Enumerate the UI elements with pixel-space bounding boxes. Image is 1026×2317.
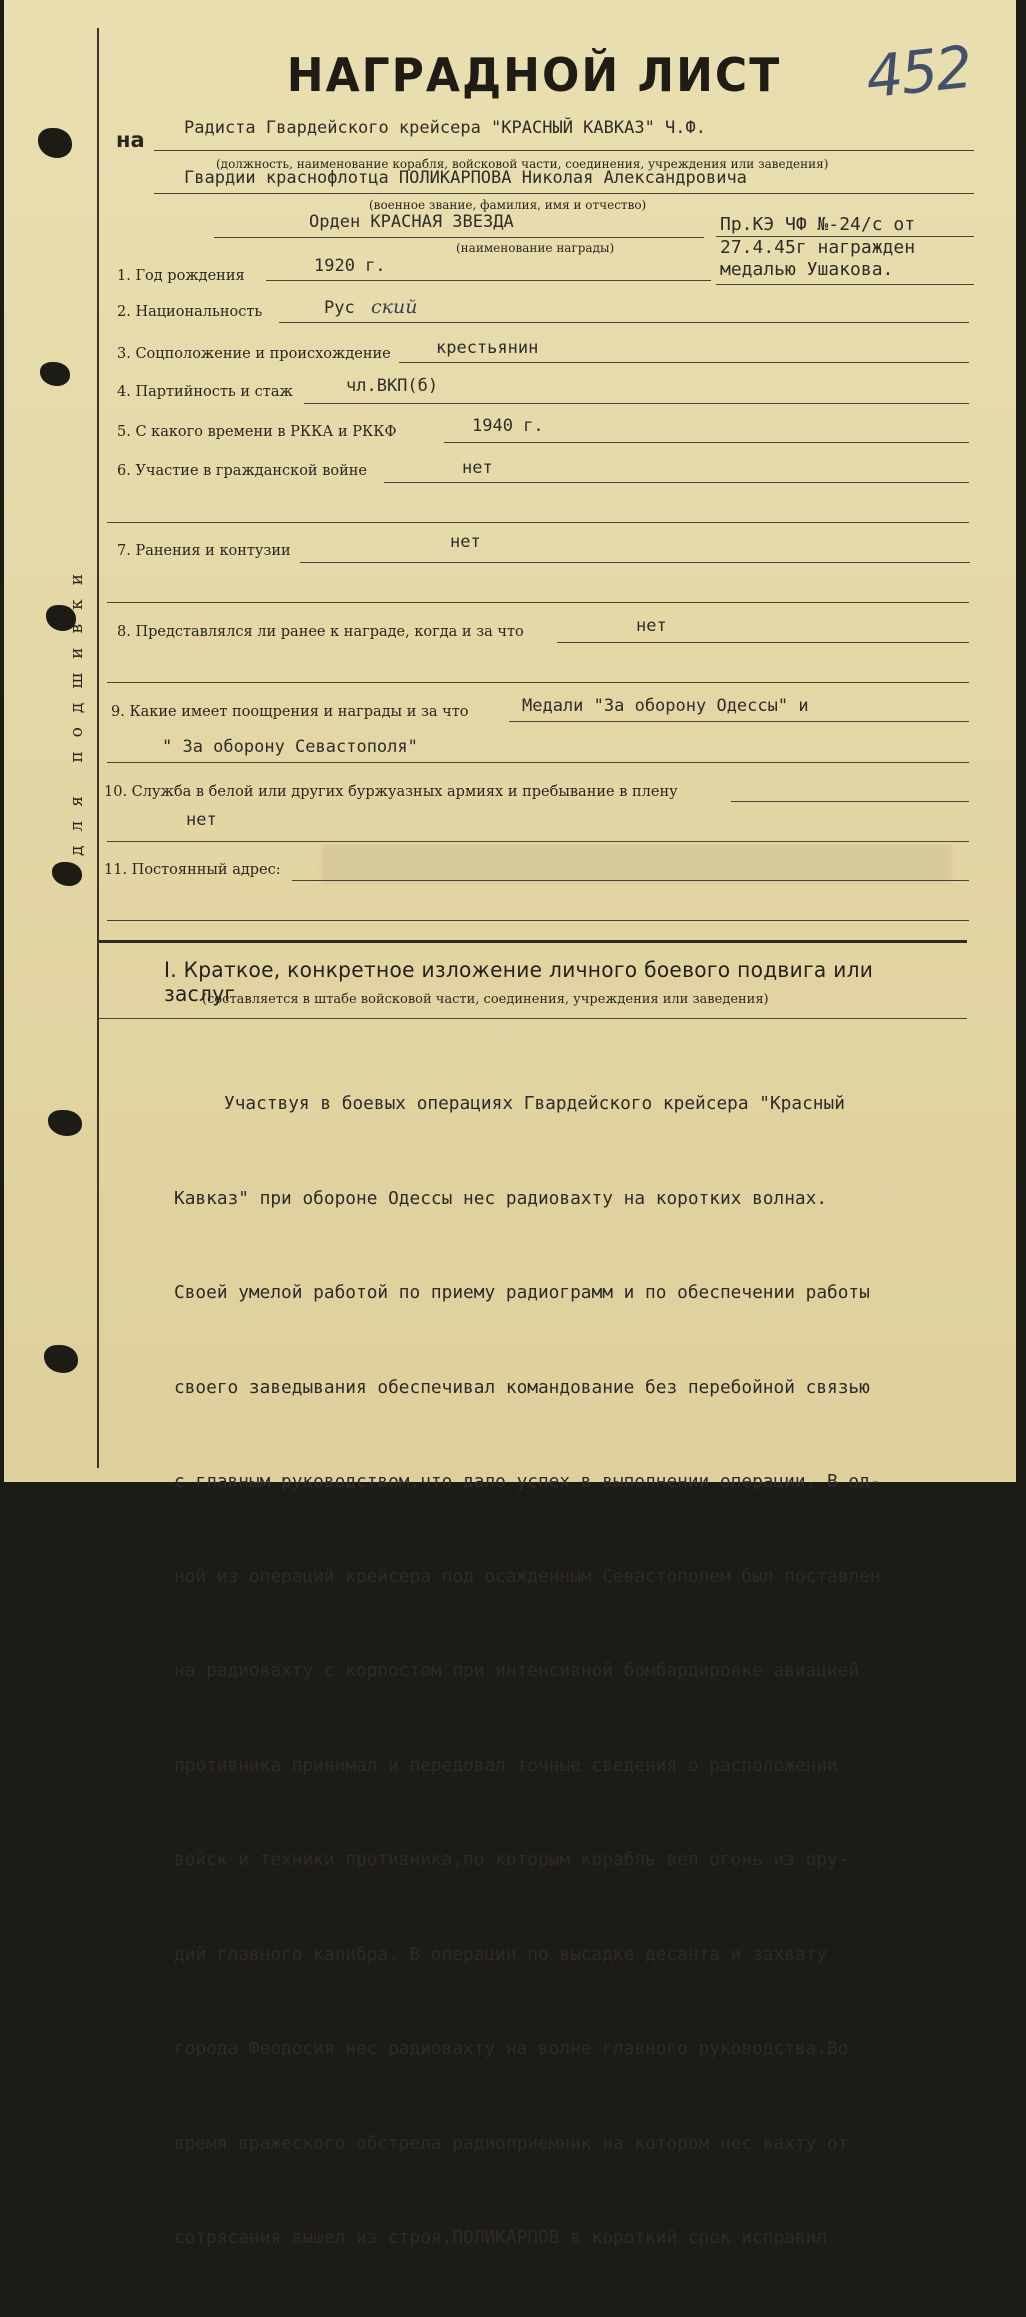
narrative-line: ной из операций крейсера под осажденным Севастополем был поставлен: [174, 1565, 881, 1587]
binding-hole: [48, 1110, 82, 1136]
field-line: [107, 762, 969, 763]
field-label: 8. Представлялся ли ранее к награде, когда и за что: [117, 624, 524, 640]
award-sheet: [4, 0, 1016, 2248]
field-value: нет: [186, 810, 217, 830]
field-label: 11. Постоянный адрес:: [104, 862, 281, 878]
field-line: [107, 682, 969, 683]
field-line: [384, 482, 969, 483]
field-line: [300, 562, 970, 563]
award-narrative: [174, 1025, 994, 2317]
field-line: [107, 841, 969, 842]
margin-line: [97, 28, 99, 1468]
narrative-line: своего заведывания обеспечивал командование без перебойной связью: [174, 1376, 870, 1398]
field-value: Рус: [324, 298, 355, 318]
field-line: [279, 322, 969, 323]
na-label: на: [116, 128, 145, 152]
section-rule: [99, 1018, 967, 1019]
field-label: 5. С какого времени в РККА и РККФ: [117, 424, 397, 440]
field-value: крестьянин: [436, 338, 539, 358]
side-note-line: Пр.КЭ ЧФ №-24/с от: [720, 214, 916, 235]
narrative-line: с главным руководством,что дало успех в выполнении операции. В од-: [174, 1471, 881, 1492]
field-line: [304, 403, 969, 404]
section-title: I. Краткое, конкретное изложение личного боевого подвига или заслуг: [164, 958, 874, 1006]
side-note-line: 27.4.45г награжден: [720, 237, 916, 258]
side-note-underline: [716, 236, 974, 237]
narrative-line: на радиовахту с корпостом при интенсивной бомбардировке авиацией: [174, 1660, 860, 1681]
side-note-line: медалью Ушакова.: [720, 259, 894, 280]
field-label: 3. Соцположение и происхождение: [117, 346, 391, 362]
field-line: [107, 602, 969, 603]
archive-number: 452: [862, 32, 974, 112]
field-value-continued: " За оборону Севастополя": [162, 737, 418, 757]
narrative-line: Участвуя в боевых операциях Гвардейского крейсера "Красный: [224, 1093, 845, 1114]
field-label: 6. Участие в гражданской войне: [117, 463, 368, 479]
field-label: 1. Год рождения: [117, 268, 245, 284]
section-divider: [99, 940, 967, 943]
field-label: 2. Национальность: [117, 304, 263, 320]
name-value: Гвардии краснофлотца ПОЛИКАРПОВА Николая Александровича: [184, 168, 747, 188]
binding-margin-label: для подшивки: [67, 559, 87, 856]
field-value: нет: [462, 458, 493, 478]
redacted-address: [322, 845, 952, 883]
field-line: [509, 721, 969, 722]
side-note-underline: [716, 284, 974, 285]
narrative-line: дий главного калибра. В операции по высадке десанта и захвату: [174, 1943, 828, 1965]
field-label: 10. Служба в белой или других буржуазных армиях и пребывание в плену: [104, 784, 678, 800]
field-label: 7. Ранения и контузии: [117, 543, 291, 559]
field-value: нет: [636, 616, 667, 636]
field-label: 4. Партийность и стаж: [117, 384, 293, 400]
field-line: [292, 880, 969, 881]
field-line: [107, 920, 969, 921]
narrative-line: войск и техники противника,по которым корабль вел огонь из ору-: [174, 1849, 849, 1870]
award-value: Орден КРАСНАЯ ЗВЕЗДА: [309, 212, 514, 232]
narrative-line: противника принимал и передовал точные сведения о расположении: [174, 1754, 838, 1776]
position-caption: (должность, наименование корабля, войсковой части, соединения, учреждения или заведения): [216, 157, 829, 171]
field-line: [731, 801, 969, 802]
award-line: [214, 237, 704, 238]
field-value: 1940 г.: [472, 416, 544, 436]
field-line: [557, 642, 969, 643]
name-caption: (военное звание, фамилия, имя и отчество): [369, 198, 647, 212]
field-value-handwritten: ский: [371, 296, 418, 318]
narrative-line: города Феодосия нес радиовахту на волне главного руководства.Во: [174, 2038, 849, 2059]
name-line: [154, 193, 974, 194]
field-label: 9. Какие имеет поощрения и награды и за что: [111, 704, 469, 720]
narrative-line: Кавказ" при обороне Одессы нес радиовахту на коротких волнах.: [174, 1187, 828, 1209]
field-line: [444, 442, 969, 443]
section-caption: (составляется в штабе войсковой части, соединения, учреждения или заведения): [202, 992, 769, 1007]
field-value: нет: [450, 532, 481, 552]
document-title: НАГРАДНОЙ ЛИСТ: [286, 48, 782, 103]
field-line: [399, 362, 969, 363]
award-caption: (наименование награды): [456, 241, 615, 255]
narrative-line: сотрясания вышел из строя,ПОЛИКАРПОВ в короткий срок исправил: [174, 2227, 828, 2248]
field-value: Медали "За оборону Одессы" и: [522, 696, 809, 716]
field-value: чл.ВКП(б): [346, 376, 439, 396]
binding-hole: [44, 1345, 78, 1373]
position-value: Радиста Гвардейского крейсера "КРАСНЫЙ КАВКАЗ" Ч.Ф.: [184, 118, 706, 138]
binding-hole: [40, 362, 70, 386]
field-line: [107, 522, 969, 523]
field-value: 1920 г.: [314, 256, 386, 276]
position-line: [154, 150, 974, 151]
narrative-line: Своей умелой работой по приему радиограмм и по обеспечении работы: [174, 1282, 870, 1303]
field-line: [266, 280, 711, 281]
binding-hole: [38, 128, 72, 158]
narrative-line: время вражеского обстрела радиоприемник на котором нес вахту от: [174, 2132, 849, 2154]
